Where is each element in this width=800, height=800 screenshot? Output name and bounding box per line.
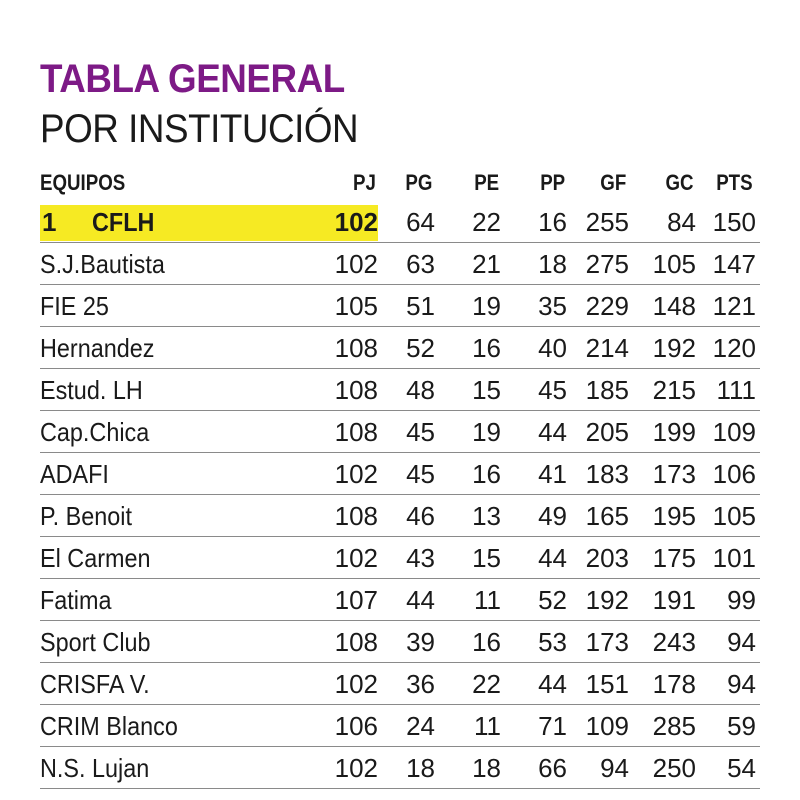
table-row [40, 410, 760, 453]
cell-team: ADAFI [40, 459, 109, 489]
cell-pj: 102 [334, 543, 378, 573]
cell-pj: 102 [334, 459, 378, 489]
table-row [40, 494, 760, 537]
cell-pe: 22 [472, 207, 501, 237]
cell-pg: 48 [406, 375, 435, 405]
table-row [40, 452, 760, 495]
cell-team: El Carmen [40, 543, 151, 573]
cell-gf: 109 [585, 711, 629, 741]
cell-pg: 63 [406, 249, 435, 279]
cell-gf: 255 [585, 207, 629, 237]
page-subtitle: POR INSTITUCIÓN [40, 107, 359, 151]
cell-gc: 285 [652, 711, 696, 741]
cell-gc: 84 [667, 207, 696, 237]
cell-pts: 105 [712, 501, 756, 531]
cell-pe: 18 [472, 753, 501, 783]
cell-gc: 178 [652, 669, 696, 699]
cell-gc: 215 [652, 375, 696, 405]
cell-team: Estud. LH [40, 375, 143, 405]
cell-gf: 183 [585, 459, 629, 489]
table-row [40, 746, 760, 789]
table-row [40, 578, 760, 621]
cell-pg: 24 [406, 711, 435, 741]
header-pts: PTS [716, 170, 753, 195]
cell-pj: 108 [334, 417, 378, 447]
cell-pp: 52 [538, 585, 567, 615]
cell-gc: 191 [652, 585, 696, 615]
cell-pp: 40 [538, 333, 567, 363]
cell-gc: 192 [652, 333, 696, 363]
cell-pe: 15 [472, 375, 501, 405]
cell-pts: 150 [712, 207, 756, 237]
cell-team: Hernandez [40, 333, 155, 363]
cell-pts: 147 [712, 249, 756, 279]
table-row-leader [40, 200, 760, 243]
cell-pts: 111 [716, 375, 756, 405]
cell-pp: 71 [538, 711, 567, 741]
cell-gf: 165 [585, 501, 629, 531]
cell-pj: 108 [334, 627, 378, 657]
cell-pj: 102 [334, 669, 378, 699]
cell-pg: 45 [406, 417, 435, 447]
cell-pe: 16 [472, 459, 501, 489]
cell-pg: 46 [406, 501, 435, 531]
cell-gc: 250 [652, 753, 696, 783]
cell-pg: 45 [406, 459, 435, 489]
page-title: TABLA GENERAL [40, 57, 345, 101]
cell-pe: 16 [472, 627, 501, 657]
cell-gc: 148 [652, 291, 696, 321]
cell-pts: 106 [712, 459, 756, 489]
cell-pg: 64 [406, 207, 435, 237]
table-header [0, 168, 800, 200]
cell-pts: 109 [712, 417, 756, 447]
header-gf: GF [600, 170, 627, 195]
cell-pp: 35 [538, 291, 567, 321]
cell-pj: 107 [334, 585, 378, 615]
cell-pj: 102 [334, 207, 378, 237]
cell-pj: 108 [334, 501, 378, 531]
cell-pts: 54 [727, 753, 756, 783]
cell-pe: 19 [472, 291, 501, 321]
leader-team: CFLH [92, 207, 155, 237]
cell-pp: 44 [538, 543, 567, 573]
cell-pp: 16 [538, 207, 567, 237]
cell-team: P. Benoit [40, 501, 132, 531]
table-row [40, 326, 760, 369]
header-pg: PG [405, 170, 433, 195]
cell-pg: 52 [406, 333, 435, 363]
cell-gf: 192 [585, 585, 629, 615]
table-row [40, 368, 760, 411]
cell-pj: 108 [334, 333, 378, 363]
header-team: EQUIPOS [40, 170, 126, 195]
cell-team: Cap.Chica [40, 417, 150, 447]
cell-gc: 195 [652, 501, 696, 531]
cell-pp: 53 [538, 627, 567, 657]
header-pe: PE [473, 170, 499, 195]
table-row [40, 704, 760, 747]
cell-gf: 229 [585, 291, 629, 321]
cell-gf: 94 [600, 753, 629, 783]
cell-gf: 214 [585, 333, 629, 363]
cell-pg: 43 [406, 543, 435, 573]
cell-pts: 99 [727, 585, 756, 615]
cell-pp: 41 [538, 459, 567, 489]
cell-pp: 49 [538, 501, 567, 531]
cell-pts: 94 [727, 627, 756, 657]
leader-highlight [40, 205, 378, 241]
cell-team: N.S. Lujan [40, 753, 150, 783]
cell-pp: 18 [538, 249, 567, 279]
leader-rank: 1 [42, 207, 57, 237]
cell-gc: 173 [652, 459, 696, 489]
cell-pp: 45 [538, 375, 567, 405]
cell-pe: 16 [472, 333, 501, 363]
cell-gf: 173 [585, 627, 629, 657]
cell-gf: 203 [585, 543, 629, 573]
cell-gc: 243 [652, 627, 696, 657]
cell-pts: 59 [727, 711, 756, 741]
cell-gc: 199 [652, 417, 696, 447]
cell-pj: 102 [334, 753, 378, 783]
cell-pg: 51 [406, 291, 435, 321]
header-pp: PP [539, 170, 565, 195]
cell-team: Sport Club [40, 627, 151, 657]
cell-pts: 94 [727, 669, 756, 699]
cell-pj: 106 [334, 711, 378, 741]
cell-pts: 120 [712, 333, 756, 363]
cell-team: CRISFA V. [40, 669, 150, 699]
header-pj: PJ [353, 170, 376, 195]
cell-team: CRIM Blanco [40, 711, 178, 741]
cell-pg: 36 [406, 669, 435, 699]
cell-gf: 151 [585, 669, 629, 699]
cell-pg: 18 [406, 753, 435, 783]
cell-pe: 21 [472, 249, 501, 279]
cell-team: Fatima [40, 585, 112, 615]
cell-team: S.J.Bautista [40, 249, 165, 279]
cell-pp: 66 [538, 753, 567, 783]
cell-pe: 22 [472, 669, 501, 699]
cell-gc: 105 [652, 249, 696, 279]
cell-pg: 39 [406, 627, 435, 657]
cell-pe: 11 [474, 585, 501, 615]
cell-pp: 44 [538, 669, 567, 699]
cell-gf: 205 [585, 417, 629, 447]
cell-gf: 185 [585, 375, 629, 405]
cell-pe: 11 [474, 711, 501, 741]
cell-pts: 101 [712, 543, 756, 573]
cell-pp: 44 [538, 417, 567, 447]
cell-pe: 13 [472, 501, 501, 531]
cell-pg: 44 [406, 585, 435, 615]
table-row [40, 284, 760, 327]
cell-pe: 15 [472, 543, 501, 573]
cell-team: FIE 25 [40, 291, 109, 321]
cell-pj: 102 [334, 249, 378, 279]
cell-pj: 108 [334, 375, 378, 405]
header-gc: GC [665, 170, 694, 195]
cell-pts: 121 [712, 291, 756, 321]
table-row [40, 536, 760, 579]
cell-pe: 19 [472, 417, 501, 447]
cell-gf: 275 [585, 249, 629, 279]
table-row [40, 242, 760, 285]
table-row [40, 662, 760, 705]
cell-pj: 105 [334, 291, 378, 321]
table-row [40, 620, 760, 663]
cell-gc: 175 [652, 543, 696, 573]
